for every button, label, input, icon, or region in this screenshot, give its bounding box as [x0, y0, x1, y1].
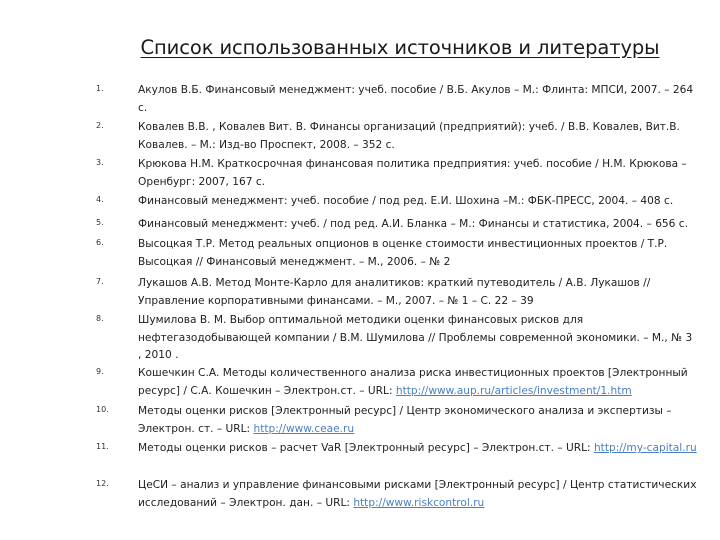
item-text [138, 440, 698, 458]
item-number: 6. [96, 238, 104, 247]
item-number: 8. [96, 314, 104, 323]
item-number: 4. [96, 195, 104, 204]
item-number: 2. [96, 121, 104, 130]
item-number: 12. [96, 479, 109, 488]
source-link[interactable]: http://www.aup.ru/articles/investment/1.htm [395, 384, 632, 397]
item-text [138, 403, 698, 438]
item-text: Шумилова В. М. Выбор оптимальной методики оценки финансовых рисков для нефтегазодобывающей компании / В.М. Шумилова // Проблемы современной экономики. – М., № 3 , 2010 . [138, 314, 693, 361]
item-text-body: Методы оценки рисков [Электронный ресурс] / Центр экономического анализа и экспертизы – Электрон. ст. – URL: [138, 405, 672, 435]
item-text-body: Кошечкин С.А. Методы количественного анализа риска инвестиционных проектов [Электронный ресурс] / С.А. Кошечкин – Электрон.ст. – URL: [138, 367, 688, 397]
item-text: Крюкова Н.М. Краткосрочная финансовая политика предприятия: учеб. пособие / Н.М. Крюкова – Оренбург: 2007, 167 с. [138, 158, 687, 188]
item-text-body: Методы оценки рисков – расчет VaR [Электронный ресурс] – Электрон.ст. – URL: [138, 442, 594, 454]
item-text [138, 365, 698, 400]
source-link[interactable]: http://www.riskcontrol.ru [353, 496, 485, 509]
item-number: 7. [96, 277, 104, 286]
item-text-body: ЦеСИ – анализ и управление финансовыми рисками [Электронный ресурс] / Центр статистических исследований – Электрон. дан. – URL: [138, 479, 697, 509]
item-text: Финансовый менеджмент: учеб. пособие / под ред. Е.И. Шохина –М.: ФБК-ПРЕСС, 2004. – 408 с. [138, 195, 674, 207]
source-link[interactable]: http://www.ceae.ru [253, 422, 355, 435]
source-link[interactable]: http://my-capital.ru [593, 442, 697, 454]
item-number: 3. [96, 158, 104, 167]
item-text: Лукашов А.В. Метод Монте-Карло для аналитиков: краткий путеводитель / А.В. Лукашов // Управление корпоративными финансами. – М., 2007. – № 1 – С. 22 – 39 [138, 277, 651, 307]
item-number: 1. [96, 84, 104, 93]
item-text: Финансовый менеджмент: учеб. / под ред. А.И. Бланка – М.: Финансы и статистика, 2004. – 656 с. [138, 218, 688, 230]
item-text: Акулов В.Б. Финансовый менеджмент: учеб. пособие / В.Б. Акулов – М.: Флинта: МПСИ, 2007. – 264 с. [138, 84, 694, 114]
item-text [138, 477, 698, 512]
item-number: 9. [96, 367, 104, 376]
page-title: Список использованных источников и литературы [140, 36, 660, 59]
item-number: 5. [96, 218, 104, 227]
item-number: 11. [96, 442, 109, 451]
item-text: Ковалев В.В. , Ковалев Вит. В. Финансы организаций (предприятий): учеб. / В.В. Ковалев, Вит.В. Ковалев. – М.: Изд-во Проспект, 2008. – 352 с. [138, 121, 680, 151]
item-number: 10. [96, 405, 109, 414]
item-text: Высоцкая Т.Р. Метод реальных опционов в оценке стоимости инвестиционных проектов / Т.Р. Высоцкая // Финансовый менеджмент. – М., 2006. – № 2 [138, 238, 668, 268]
